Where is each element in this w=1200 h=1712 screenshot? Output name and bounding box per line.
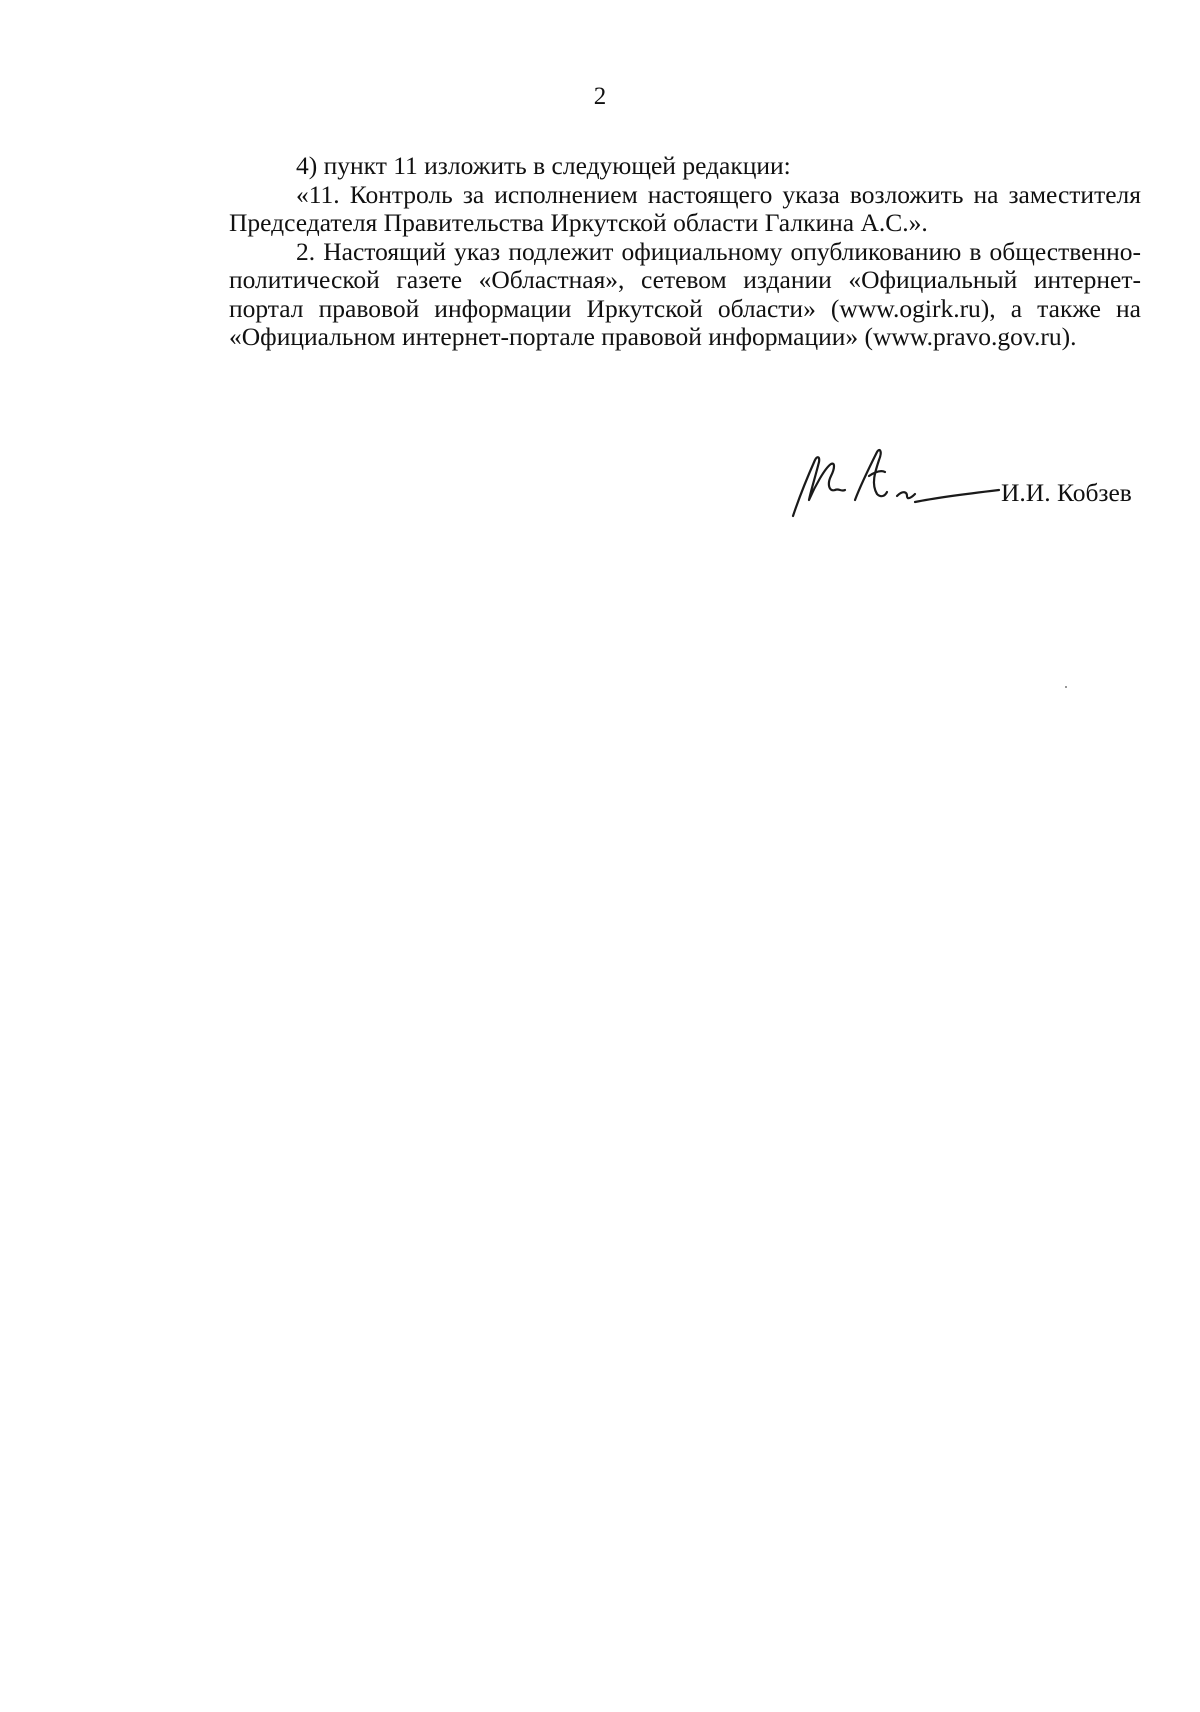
document-body	[229, 152, 1141, 352]
paragraph-amendment-item-4: 4) пункт 11 изложить в следующей редакции:	[296, 151, 791, 180]
signature-block	[785, 438, 1145, 528]
handwritten-signature	[785, 438, 1005, 528]
signer-name: И.И. Кобзев	[1001, 478, 1132, 507]
page-number: 2	[593, 83, 607, 110]
paragraph-publication-order: 2. Настоящий указ подлежит официальному опубликованию в общественно-политической газете «Областная», сетевом издании «Официальный интернет-портал правовой информации Иркутской области» (www.ogirk.ru), а также на «Официальном интернет-портале правовой информации» (www.pravo.gov.ru).	[229, 236, 1141, 351]
paragraph-new-clause-11: «11. Контроль за исполнением настоящего указа возложить на заместителя Председателя Правительства Иркутской области Галкина А.С.».	[229, 179, 1141, 237]
scan-speck	[1065, 686, 1067, 688]
